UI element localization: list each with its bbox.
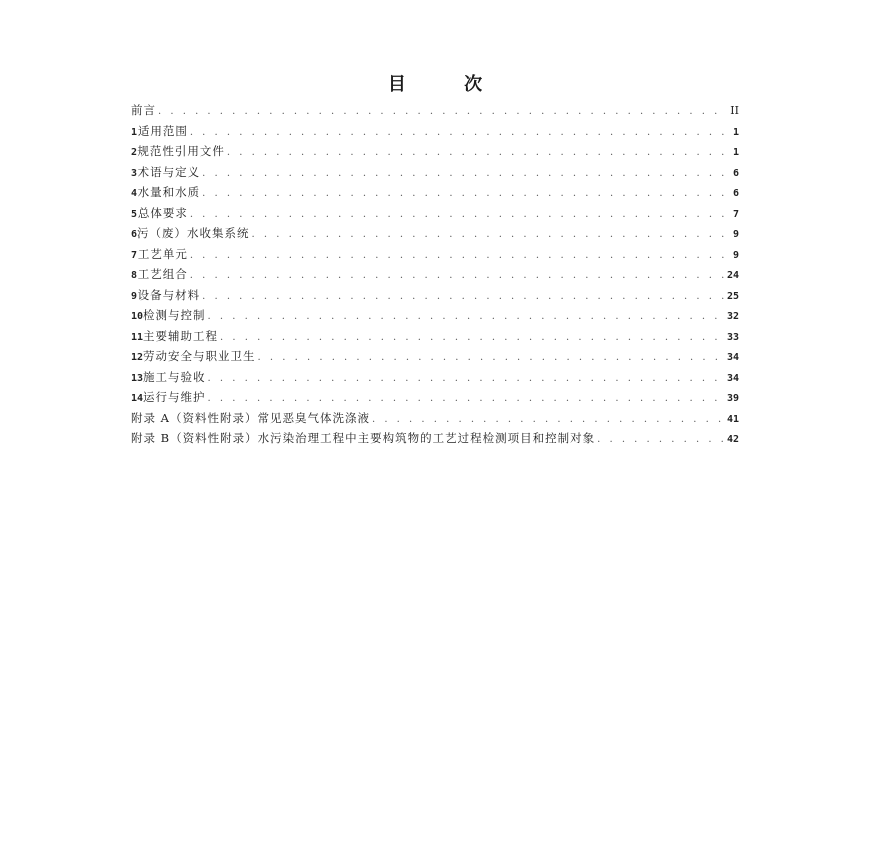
toc-entry[interactable] — [131, 121, 739, 142]
toc-entry-number: 7 — [131, 249, 138, 261]
toc-entry[interactable] — [131, 203, 739, 224]
toc-entry-page-number: 34 — [726, 352, 739, 363]
toc-entry-label: 设备与材料 — [137, 287, 201, 302]
dot-leader — [202, 184, 730, 205]
toc-entry-page-number: 9 — [732, 229, 739, 240]
toc-entry-page-number: 32 — [726, 311, 739, 322]
toc-entry-label: 水污染治理工程中主要构筑物的工艺过程检测项目和控制对象 — [257, 431, 596, 445]
toc-entry-label: 总体要求 — [137, 205, 188, 220]
toc-entry-number: 11 — [131, 331, 144, 343]
toc-entry-label: 前言 — [131, 103, 156, 117]
toc-entry-page-number: 6 — [732, 188, 739, 199]
toc-entry-page-number: 9 — [732, 249, 739, 261]
toc-entry-label: 劳动安全与职业卫生 — [143, 349, 256, 363]
toc-entry[interactable] — [131, 223, 739, 244]
toc-entry[interactable] — [131, 326, 739, 347]
toc-entry-number: 1 — [131, 126, 138, 138]
toc-entry-number: 6 — [131, 229, 138, 240]
toc-entry-page-number: 25 — [726, 290, 739, 302]
toc-entry[interactable] — [131, 367, 739, 388]
toc-entry[interactable] — [131, 428, 739, 449]
toc-entry-number: 3 — [131, 167, 138, 179]
dot-leader — [208, 389, 724, 410]
toc-appendix-prefix: 附录 A（资料性附录） — [131, 410, 258, 425]
toc-entry[interactable] — [131, 182, 739, 203]
toc-entry-page-number: 1 — [732, 126, 739, 138]
toc-entry-label: 术语与定义 — [137, 164, 201, 179]
table-of-contents — [131, 100, 739, 449]
dot-leader — [190, 266, 724, 287]
dot-leader — [190, 246, 730, 267]
toc-entry[interactable] — [131, 346, 739, 367]
dot-leader — [372, 410, 724, 431]
dot-leader — [258, 348, 724, 369]
toc-entry-page-number: 33 — [726, 331, 739, 343]
toc-title: 目 次 — [387, 74, 509, 95]
toc-entry[interactable] — [131, 387, 739, 408]
toc-entry-page-number: 7 — [732, 208, 739, 220]
toc-entry-label: 工艺单元 — [137, 246, 188, 261]
toc-appendix-prefix: 附录 B（资料性附录） — [131, 431, 258, 445]
toc-entry-page-number: 24 — [726, 270, 739, 281]
toc-entry[interactable] — [131, 408, 739, 429]
toc-entry[interactable] — [131, 264, 739, 285]
toc-entry-label: 施工与验收 — [143, 369, 206, 384]
toc-entry-number: 12 — [131, 352, 144, 363]
toc-entry-label: 规范性引用文件 — [137, 144, 225, 158]
toc-entry[interactable] — [131, 162, 739, 183]
toc-entry-number: 9 — [131, 290, 138, 302]
toc-entry-label: 主要辅助工程 — [143, 328, 219, 343]
dot-leader — [190, 123, 730, 144]
toc-entry-label: 工艺组合 — [137, 267, 188, 281]
toc-entry[interactable] — [131, 285, 739, 306]
toc-entry-page-number: 39 — [726, 393, 739, 404]
toc-entry-page-number: 42 — [726, 434, 739, 445]
toc-entry-number: 5 — [131, 208, 138, 220]
toc-entry-number: 4 — [131, 188, 138, 199]
dot-leader — [202, 164, 730, 185]
dot-leader — [158, 102, 727, 123]
toc-entry-number: 2 — [131, 147, 138, 158]
toc-entry-label: 水量和水质 — [137, 185, 201, 199]
toc-entry-label: 适用范围 — [137, 123, 188, 138]
toc-entry-number: 8 — [131, 270, 138, 281]
toc-entry-label: 检测与控制 — [143, 308, 206, 322]
dot-leader — [597, 430, 724, 451]
toc-entry[interactable] — [131, 305, 739, 326]
toc-entry-number: 13 — [131, 372, 144, 384]
dot-leader — [202, 287, 724, 308]
toc-entry-label: 运行与维护 — [143, 390, 206, 404]
toc-entry[interactable] — [131, 244, 739, 265]
toc-entry-page-number: 1 — [732, 147, 739, 158]
toc-entry-page-number: II — [730, 104, 739, 117]
toc-entry-page-number: 6 — [732, 167, 739, 179]
toc-entry-number: 10 — [131, 311, 144, 322]
dot-leader — [227, 143, 730, 164]
dot-leader — [208, 369, 724, 390]
dot-leader — [208, 307, 724, 328]
dot-leader — [252, 225, 730, 246]
toc-entry-label: 常见恶臭气体洗涤液 — [257, 410, 370, 425]
toc-entry-page-number: 34 — [726, 372, 739, 384]
dot-leader — [220, 328, 724, 349]
toc-entry[interactable] — [131, 100, 739, 121]
toc-entry-number: 14 — [131, 393, 144, 404]
toc-entry-label: 污（废）水收集系统 — [137, 226, 250, 240]
toc-entry[interactable] — [131, 141, 739, 162]
dot-leader — [190, 205, 730, 226]
toc-entry-page-number: 41 — [726, 413, 739, 425]
